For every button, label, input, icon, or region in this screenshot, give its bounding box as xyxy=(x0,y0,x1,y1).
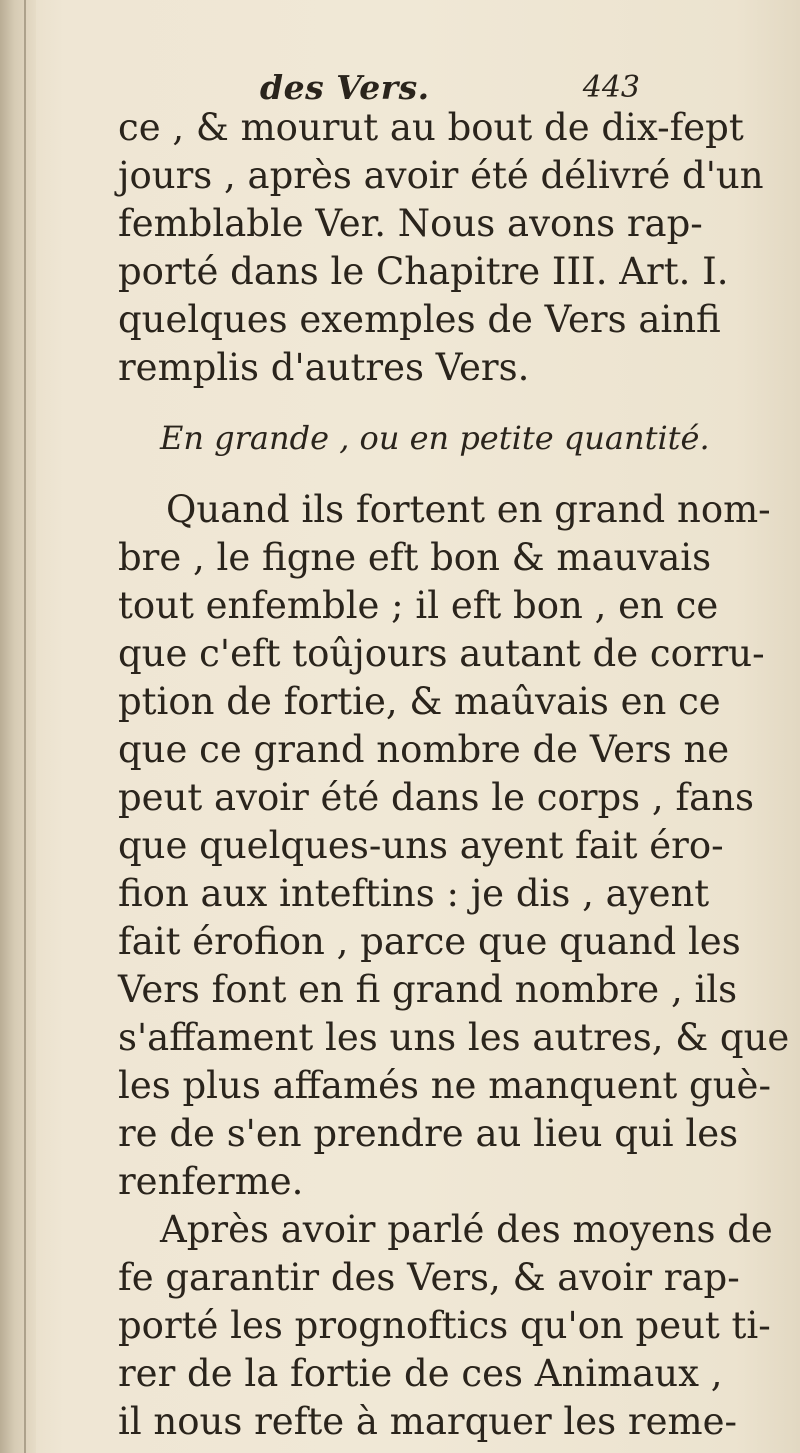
text-line: re de s'en prendre au lieu qui les xyxy=(118,1112,739,1155)
text-line: Quand ils fortent en grand nom- xyxy=(166,488,771,531)
text-line: fait érofion , parce que quand les xyxy=(118,920,741,963)
text-line: jours , après avoir été délivré d'un xyxy=(118,154,764,197)
running-title: des Vers. xyxy=(260,68,430,107)
text-line: que quelques-uns ayent fait éro- xyxy=(118,824,724,867)
section-heading: En grande , ou en petite quantité. xyxy=(160,419,710,457)
text-line: il nous refte à marquer les reme- xyxy=(118,1400,737,1443)
text-line: ption de fortie, & maûvais en ce xyxy=(118,680,721,723)
spine-fold-line xyxy=(24,0,26,1453)
text-line: renferme. xyxy=(118,1160,304,1203)
text-line: les plus affamés ne manquent guè- xyxy=(118,1064,771,1107)
text-line: fe garantir des Vers, & avoir rap- xyxy=(118,1256,740,1299)
text-line: rer de la fortie de ces Animaux , xyxy=(118,1352,723,1395)
text-line: Après avoir parlé des moyens de xyxy=(160,1208,773,1251)
text-line: que c'eft toûjours autant de corru- xyxy=(118,632,765,675)
page-number: 443 xyxy=(582,70,640,105)
text-line: quelques exemples de Vers ainfi xyxy=(118,298,721,341)
text-line: porté dans le Chapitre III. Art. I. xyxy=(118,250,729,293)
text-line: bre , le figne eft bon & mauvais xyxy=(118,536,712,579)
text-line: femblable Ver. Nous avons rap- xyxy=(118,202,703,245)
text-line: Vers font en fi grand nombre , ils xyxy=(118,968,738,1011)
text-line: s'affament les uns les autres, & que xyxy=(118,1016,790,1059)
text-line: que ce grand nombre de Vers ne xyxy=(118,728,730,771)
book-spine-shadow xyxy=(0,0,36,1453)
text-line: remplis d'autres Vers. xyxy=(118,346,530,389)
text-line: tout enfemble ; il eft bon , en ce xyxy=(118,584,719,627)
text-line: porté les prognoftics qu'on peut ti- xyxy=(118,1304,771,1347)
text-line: ce , & mourut au bout de dix-fept xyxy=(118,106,744,149)
text-line: peut avoir été dans le corps , fans xyxy=(118,776,755,819)
text-line: fion aux inteftins : je dis , ayent xyxy=(118,872,710,915)
